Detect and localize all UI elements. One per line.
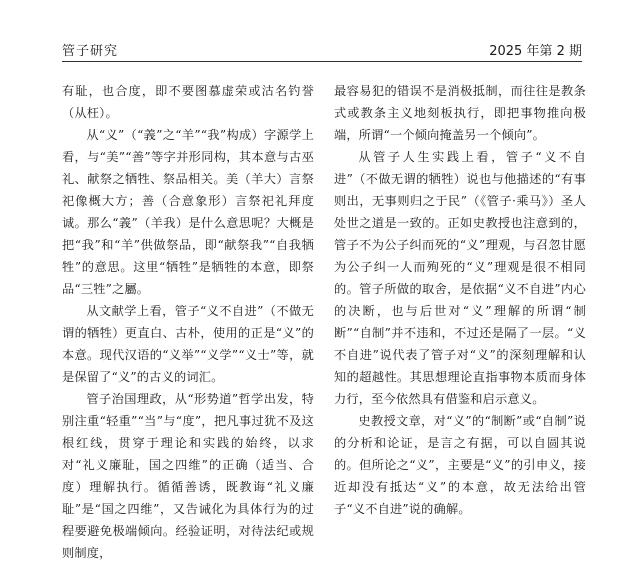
left-column [62, 80, 314, 564]
paragraph: 管子治国理政，从“形势道”哲学出发，特别注重“轻重”“当”与“度”，把凡事过犹不及这根红线，贯穿于理论和实践的始终，以求对“礼义廉耻，国之四维”的正确（适当、合度）理解执行。循循善诱，既教诲“礼义廉耻”是“国之四维”，又告诫化为具体行为的过程要避免极端倾向。经验证明，对待法纪或规则制度， [62, 392, 314, 560]
paragraph: 最容易犯的错误不是消极抵制，而往往是教条式或教条主义地刻板执行，即把事物推向极端，所谓“一个倾向掩盖另一个倾向”。 [334, 84, 586, 142]
paragraph: 从管子人生实践上看，管子“义不自进”（不做无谓的牺牲）说也与他描述的“有事则出，无事则归之于民”（《管子·乘马》）圣人处世之道是一致的。正如史教授也注意到的，管子不为公子纠而死的“义”理观，与召忽甘愿为公子纠一人而殉死的“义”理观是很不相同的。管子所做的取舍，是依据“义不自进”内心的决断，也与后世对“义”理解的所谓“制断”“自制”并不违和，不过还是隔了一层。“义不自进”说代表了管子对“义”的深刻理解和认知的超越性。其思想理论直指事物本质而身体力行，至今依然具有借鉴和启示意义。 [334, 150, 586, 406]
paragraph: 从文献学上看，管子“义不自进”（不做无谓的牺牲）更直白、古朴，使用的正是“义”的本意。现代汉语的“义举”“义学”“义士”等，就是保留了“义”的古义的词汇。 [62, 304, 314, 384]
page-header [62, 38, 582, 62]
journal-title: 管子研究 [62, 44, 119, 59]
issue-label: 2025 年第 2 期 [489, 44, 582, 59]
header-rule [62, 61, 582, 62]
paragraph: 从“义”（“義”之“羊”“我”构成）字源学上看，与“美”“善”等字并形同构，其本意与古巫礼、献祭之牺牲、祭品相关。美（羊大）言祭祀像概大方；善（合意象形）言祭祀礼拜度诚。那么“義”（羊我）是什么意思呢？大概是把“我”和“羊”供做祭品，即“献祭我”“自我牺牲”的意思。这里“牺牲”是牺牲的本意，即祭品“三牲”之屬。 [62, 128, 314, 296]
paragraph: 史教授文章，对“义”的“制断”或“自制”说的分析和论证，是言之有据，可以自圆其说的。但所论之“义”，主要是“义”的引申义，接近却没有抵达“义”的本意，故无法给出管子“义不自进”说的确解。 [334, 414, 586, 516]
right-column [334, 80, 586, 520]
paragraph: 有耻，也合度，即不要图慕虚荣或沽名钓誉（从枉）。 [62, 84, 314, 120]
